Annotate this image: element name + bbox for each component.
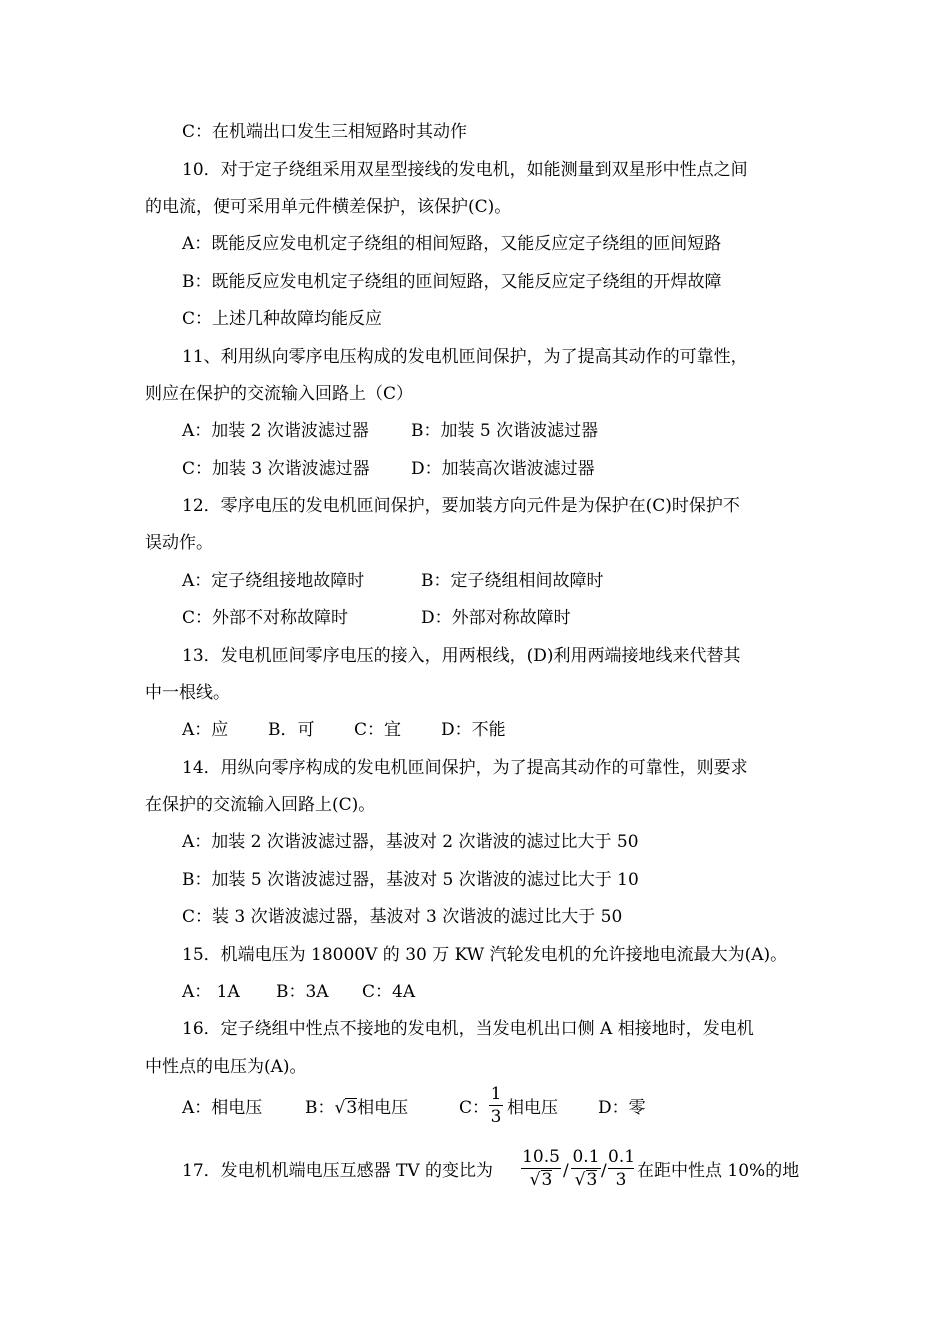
question-13-text-line-2: 中一根线。 (145, 683, 230, 703)
question-16-option-a: A：相电压 (182, 1098, 263, 1118)
question-12-option-b: B：定子绕组相间故障时 (421, 571, 604, 591)
question-9-option-c: C：在机端出口发生三相短路时其动作 (182, 122, 468, 142)
question-15-option-b: B：3A (276, 982, 329, 1002)
question-12-option-d: D：外部对称故障时 (421, 608, 571, 628)
question-12-option-a: A：定子绕组接地故障时 (182, 571, 365, 591)
question-12-text-line-2: 误动作。 (145, 533, 213, 553)
ratio-fraction-2-numerator: 0.1 (572, 1147, 600, 1167)
question-11-option-a: A：加装 2 次谐波滤过器 (182, 421, 369, 441)
ratio-fraction-3 (608, 1147, 634, 1190)
question-10-text-line-2: 的电流，便可采用单元件横差保护，该保护(C)。 (145, 197, 512, 217)
question-13-option-d: D：不能 (441, 720, 506, 740)
question-10-option-b: B：既能反应发电机定子绕组的匝间短路，又能反应定子绕组的开焊故障 (182, 272, 722, 292)
sqrt-radicand: 3 (346, 1098, 358, 1118)
fraction-bar (521, 1168, 561, 1169)
sqrt-radicand: 3 (541, 1170, 553, 1190)
question-13-option-c: C：宜 (354, 720, 402, 740)
ratio-fraction-1-denominator: √3 (529, 1170, 553, 1190)
question-10-option-a: A：既能反应发电机定子绕组的相间短路，又能反应定子绕组的匝间短路 (182, 234, 722, 254)
question-17-text-end: 在距中性点 10%的地 (637, 1161, 800, 1181)
question-14-option-a: A：加装 2 次谐波滤过器，基波对 2 次谐波的滤过比大于 50 (182, 832, 639, 852)
sqrt-symbol: √3 (334, 1098, 358, 1118)
question-15-option-a: A： 1A (182, 982, 240, 1002)
fraction-bar (489, 1105, 503, 1106)
question-14-text-line-2: 在保护的交流输入回路上(C)。 (145, 795, 376, 815)
question-13-option-a: A：应 (182, 720, 229, 740)
question-17-text-start: 17．发电机机端电压互感器 TV 的变比为 (182, 1161, 494, 1181)
ratio-fraction-3-numerator: 0.1 (608, 1147, 636, 1167)
question-11-option-d: D：加装高次谐波滤过器 (411, 459, 595, 479)
question-16-option-d: D：零 (598, 1098, 646, 1118)
question-16-option-b (305, 1097, 408, 1119)
question-15-option-c: C：4A (362, 982, 416, 1002)
option-b-label: B： (305, 1098, 335, 1118)
fraction-numerator: 1 (490, 1084, 502, 1104)
question-11-option-b: B：加装 5 次谐波滤过器 (411, 421, 599, 441)
ratio-slash-1: / (563, 1161, 569, 1181)
question-10-option-c: C：上述几种故障均能反应 (182, 309, 383, 329)
question-16-option-c-label: C： (459, 1098, 490, 1118)
sqrt-radicand: 3 (586, 1170, 598, 1190)
option-b-text: 相电压 (357, 1098, 409, 1118)
question-10-text-line-1: 10．对于定子绕组采用双星型接线的发电机，如能测量到双星形中性点之间 (182, 160, 748, 180)
ratio-slash-2: / (601, 1161, 607, 1181)
question-14-text-line-1: 14．用纵向零序构成的发电机匝间保护，为了提高其动作的可靠性，则要求 (182, 758, 748, 778)
question-14-option-c: C：装 3 次谐波滤过器，基波对 3 次谐波的滤过比大于 50 (182, 907, 623, 927)
question-12-option-c: C：外部不对称故障时 (182, 608, 349, 628)
fraction-one-third (489, 1084, 503, 1127)
question-11-option-c: C：加装 3 次谐波滤过器 (182, 459, 370, 479)
question-11-text-line-2: 则应在保护的交流输入回路上（C） (145, 384, 414, 404)
question-12-text-line-1: 12．零序电压的发电机匝间保护，要加装方向元件是为保护在(C)时保护不 (182, 496, 740, 516)
ratio-fraction-2-denominator: √3 (574, 1170, 598, 1190)
question-11-text-line-1: 11、利用纵向零序电压构成的发电机匝间保护，为了提高其动作的可靠性， (182, 347, 748, 367)
question-16-option-c-text: 相电压 (507, 1098, 558, 1118)
fraction-bar (571, 1168, 601, 1169)
ratio-fraction-1-numerator: 10.5 (522, 1147, 560, 1167)
question-16-text-line-1: 16．定子绕组中性点不接地的发电机，当发电机出口侧 A 相接地时，发电机 (182, 1019, 754, 1039)
question-16-text-line-2: 中性点的电压为(A)。 (145, 1057, 307, 1077)
fraction-bar (608, 1168, 634, 1169)
fraction-denominator: 3 (490, 1107, 502, 1127)
question-14-option-b: B：加装 5 次谐波滤过器，基波对 5 次谐波的滤过比大于 10 (182, 870, 639, 890)
question-13-text-line-1: 13．发电机匝间零序电压的接入，用两根线，(D)利用两端接地线来代替其 (182, 646, 741, 666)
ratio-fraction-1 (521, 1147, 561, 1190)
question-15-text: 15．机端电压为 18000V 的 30 万 KW 汽轮发电机的允许接地电流最大为(A)。 (182, 945, 788, 965)
ratio-fraction-2 (571, 1147, 601, 1190)
ratio-fraction-3-denominator: 3 (615, 1170, 627, 1190)
question-13-option-b: B．可 (268, 720, 315, 740)
